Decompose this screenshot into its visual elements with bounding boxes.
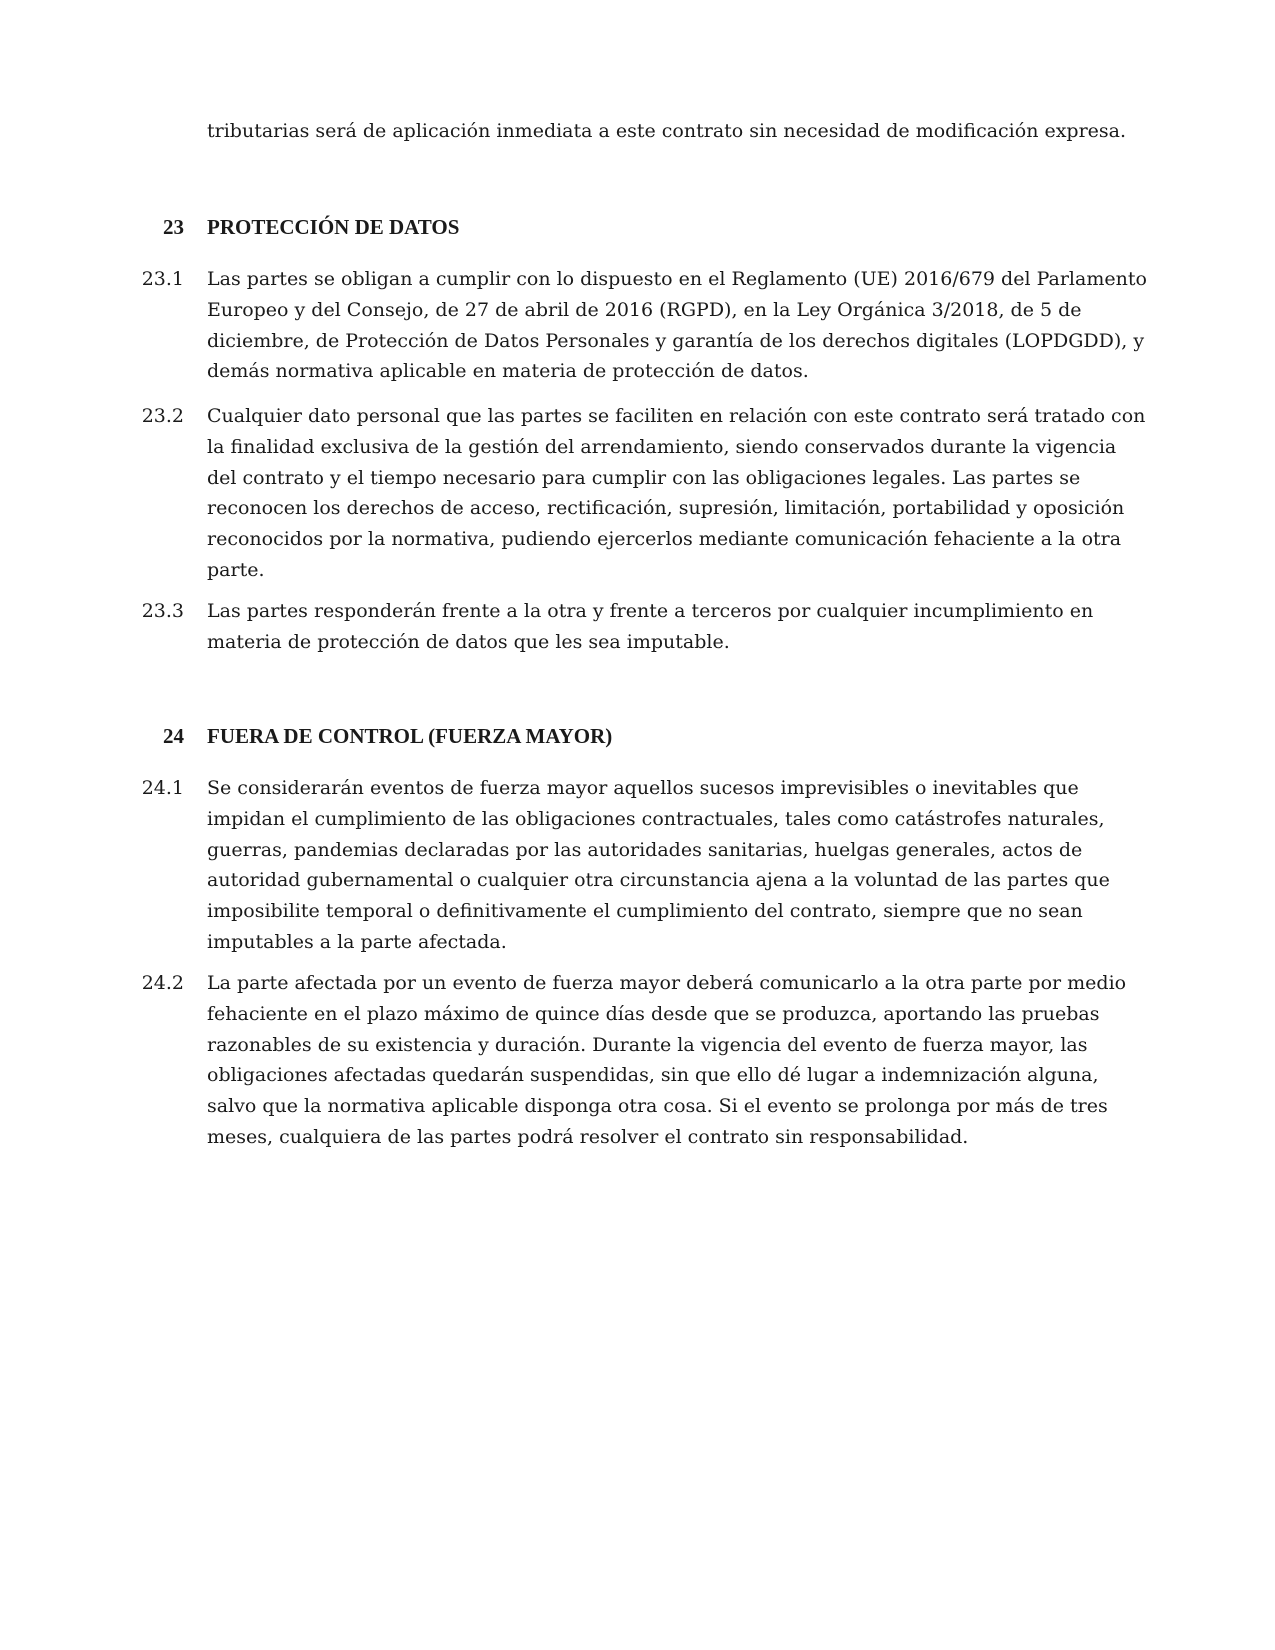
clause-number: 23.3 — [141, 600, 184, 622]
section-title: PROTECCIÓN DE DATOS — [207, 215, 460, 239]
section-number: 23 — [163, 215, 184, 239]
section-heading — [0, 720, 1275, 752]
clause-text: Las partes responderán frente a la otra y frente a terceros por cualquier incumplimiento en materia de protección de datos que les sea imputable. — [207, 600, 1094, 653]
clause-number: 23.1 — [141, 268, 184, 290]
continuation-paragraph: tributarias será de aplicación inmediata a este contrato sin necesidad de modificación expresa. — [207, 120, 1127, 142]
section-number: 24 — [163, 724, 184, 748]
clause-text: Se considerarán eventos de fuerza mayor aquellos sucesos imprevisibles o inevitables que impidan el cumplimiento de las obligaciones contractuales, tales como catástrofes naturales, guerras, pandemias declaradas por las autoridades sanitarias, huelgas generales, actos de autoridad gubernamental o cualquier otra circunstancia ajena a la voluntad de las partes que imposibilite temporal o definitivamente el cumplimiento del contrato, siempre que no sean imputables a la parte afectada. — [207, 777, 1110, 953]
section-title: FUERA DE CONTROL (FUERZA MAYOR) — [207, 724, 613, 748]
clause-number: 24.2 — [141, 972, 184, 994]
clause-number: 23.2 — [141, 405, 184, 427]
clause-number: 24.1 — [141, 777, 184, 799]
clause-text: La parte afectada por un evento de fuerza mayor deberá comunicarlo a la otra parte por medio fehaciente en el plazo máximo de quince días desde que se produzca, aportando las pruebas razonables de su existencia y duración. Durante la vigencia del evento de fuerza mayor, las obligaciones afectadas quedarán suspendidas, sin que ello dé lugar a indemnización alguna, salvo que la normativa aplicable disponga otra cosa. Si el evento se prolonga por más de tres meses, cualquiera de las partes podrá resolver el contrato sin responsabilidad. — [207, 972, 1127, 1148]
clause-text: Las partes se obligan a cumplir con lo dispuesto en el Reglamento (UE) 2016/679 del Parlamento Europeo y del Consejo, de 27 de abril de 2016 (RGPD), en la Ley Orgánica 3/2018, de 5 de diciembre, de Protección de Datos Personales y garantía de los derechos digitales (LOPDGDD), y demás normativa aplicable en materia de protección de datos. — [207, 268, 1147, 383]
section-heading — [0, 211, 1275, 243]
clause-text: Cualquier dato personal que las partes se faciliten en relación con este contrato será tratado con la finalidad exclusiva de la gestión del arrendamiento, siendo conservados durante la vigencia del contrato y el tiempo necesario para cumplir con las obligaciones legales. Las partes se reconocen los derechos de acceso, rectificación, supresión, limitación, portabilidad y oposición reconocidos por la normativa, pudiendo ejercerlos mediante comunicación fehaciente a la otra parte. — [207, 405, 1146, 581]
